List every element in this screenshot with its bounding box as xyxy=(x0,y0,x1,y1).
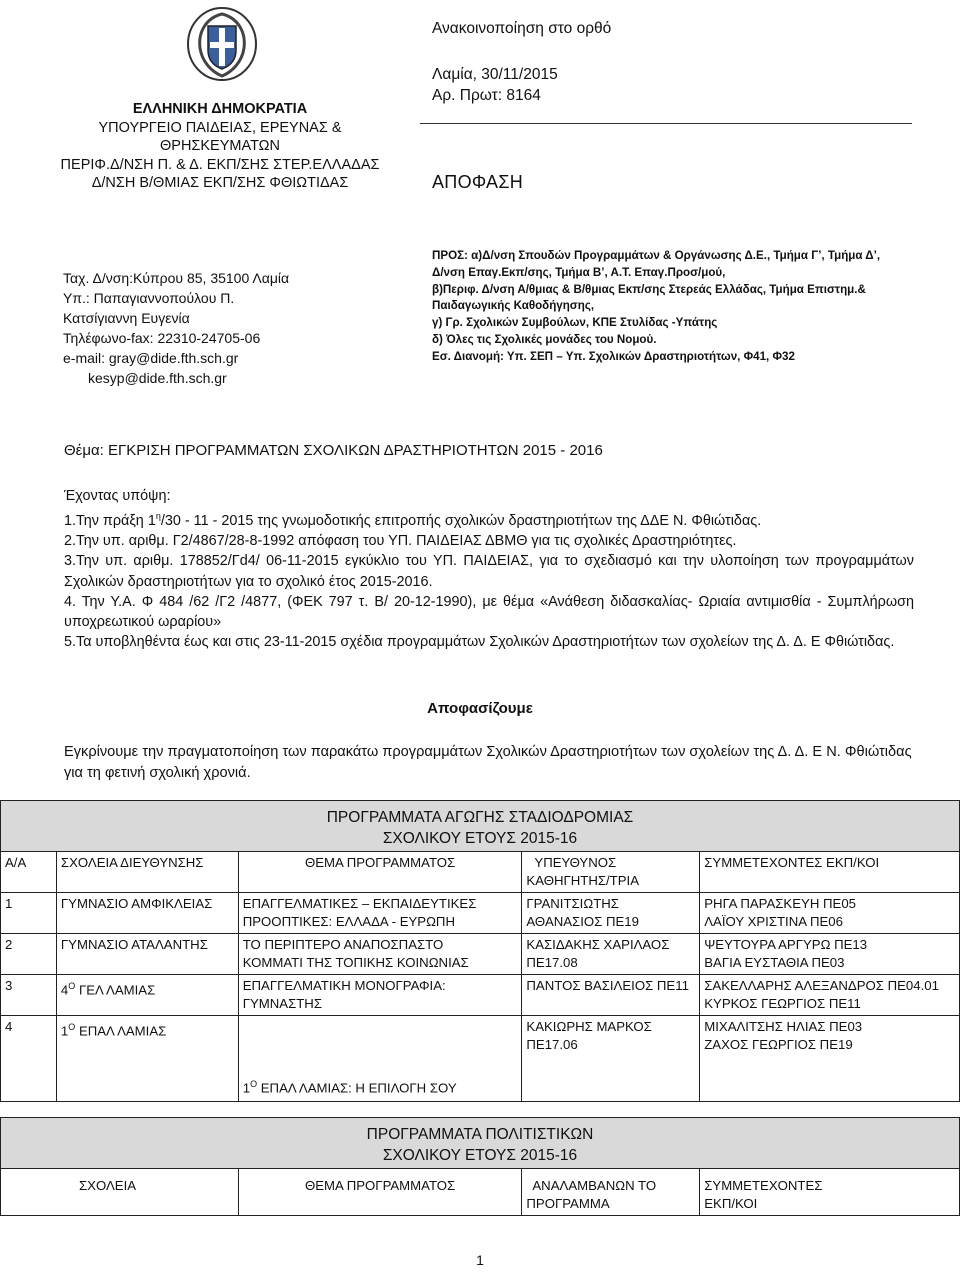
table-header-row xyxy=(1,852,960,893)
consideration-item: 2.Την υπ. αριθμ. Γ2/4867/28-8-1992 απόφαση του ΥΠ. ΠΑΙΔΕΙΑΣ ΔΒΜΘ για τις σχολικές Δραστηριότητες. xyxy=(64,533,737,550)
info-person-2: Κατσίγιαννη Ευγενία xyxy=(63,310,190,326)
row-number: 4 xyxy=(1,1016,57,1102)
consideration-item: 4. Την Υ.Α. Φ 484 /62 /Γ2 /4877, (ΦΕΚ 797 τ. Β/ 20-12-1990), με θέμα «Ανάθεση διδασκαλίας- Ωριαία αντιμισθία - Συμπλήρωση υποχρεωτικού ωραρίου» xyxy=(64,593,914,631)
issuer-line: ΥΠΟΥΡΓΕΙΟ ΠΑΙΔΕΙΑΣ, ΕΡΕΥΝΑΣ & xyxy=(98,119,342,136)
subject-line: Θέμα: ΕΓΚΡΙΣΗ ΠΡΟΓΡΑΜΜΑΤΩΝ ΣΧΟΛΙΚΩΝ ΔΡΑΣΤΗΡΙΟΤΗΤΩΝ 2015 - 2016 xyxy=(64,442,603,459)
career-programs-table xyxy=(0,800,960,1102)
approval-text: Εγκρίνουμε την πραγματοποίηση των παρακάτω προγραμμάτων Σχολικών Δραστηριοτήτων των σχολείων της Δ. Δ. Ε Ν. Φθιώτιδας για τη φετινή σχολική χρονιά. xyxy=(64,744,912,781)
consideration-item: 3.Την υπ. αριθμ. 178852/Γd4/ 06-11-2015 εγκύκλιο του ΥΠ. ΠΑΙΔΕΙΑΣ, για το σχεδιασμό και την υλοποίηση των προγραμμάτων Σχολικών δραστηριοτήτων για το σχολικό έτος 2015-2016. xyxy=(64,553,914,590)
issuer-block xyxy=(40,100,400,193)
teacher-cell: ΠΑΝΤΟΣ ΒΑΣΙΛΕΙΟΣ ΠΕ11 xyxy=(522,975,700,1016)
participants-cell: ΨΕΥΤΟΥΡΑ ΑΡΓΥΡΩ ΠΕ13 ΒΑΓΙΑ ΕΥΣΤΑΘΙΑ ΠΕ03 xyxy=(700,934,960,975)
recipient-line: γ) Γρ. Σχολικών Συμβούλων, ΚΠΕ Στυλίδας -Υπάτης xyxy=(432,316,718,330)
place-date: Λαμία, 30/11/2015 xyxy=(432,66,558,83)
phone: Τηλέφωνο-fax: 22310-24705-06 xyxy=(63,330,261,346)
issuer-line: ΕΛΛΗΝΙΚΗ ΔΗΜΟΚΡΑΤΙΑ xyxy=(132,101,308,117)
school-cell: ΓΥΜΝΑΣΙΟ ΑΤΑΛΑΝΤΗΣ xyxy=(56,934,238,975)
header-divider xyxy=(420,123,912,124)
address: Ταχ. Δ/νση:Κύπρου 85, 35100 Λαμία xyxy=(63,270,290,286)
row-number: 1 xyxy=(1,893,57,934)
header-cell: ΘΕΜΑ ΠΡΟΓΡΑΜΜΑΤΟΣ xyxy=(238,1169,522,1216)
theme-cell: $1^O$ ΕΠΑΛ ΛΑΜΙΑΣ: Η ΕΠΙΛΟΓΗ ΣΟΥ xyxy=(238,1016,522,1102)
contact-block xyxy=(63,268,393,388)
table-title: ΠΡΟΓΡΑΜΜΑΤΑ ΑΓΩΓΗΣ ΣΤΑΔΙΟΔΡΟΜΙΑΣ ΣΧΟΛΙΚΟΥ ΕΤΟΥΣ 2015-16 xyxy=(1,801,960,852)
decision-title: ΑΠΟΦΑΣΗ xyxy=(432,172,524,192)
issuer-line: ΘΡΗΣΚΕΥΜΑΤΩΝ xyxy=(160,138,280,154)
recipient-line: β)Περιφ. Δ/νση Α/θμιας & Β/θμιας Εκπ/σης Στερεάς Ελλάδας, Τμήμα Επιστημ.& xyxy=(432,282,866,296)
table-row xyxy=(1,1016,960,1102)
recipient-line: δ) Όλες τις Σχολικές μονάδες του Νομού. xyxy=(432,332,657,346)
decision-heading: Αποφασίζουμε xyxy=(427,700,533,717)
consideration-item: 5.Τα υποβληθέντα έως και στις 23-11-2015 σχέδια προγραμμάτων Σχολικών Δραστηριοτήτων των σχολείων της Δ. Δ. Ε Φθιώτιδας. xyxy=(64,634,895,651)
header-cell: Α/Α xyxy=(1,852,57,893)
considerations-intro: Έχοντας υπόψη: xyxy=(64,488,171,504)
recipient-line: Εσ. Διανομή: Υπ. ΣΕΠ – Υπ. Σχολικών Δραστηριοτήτων, Φ41, Φ32 xyxy=(432,349,795,363)
teacher-cell: ΚΑΣΙΔΑΚΗΣ ΧΑΡΙΛΑΟΣ ΠΕ17.08 xyxy=(522,934,700,975)
participants-cell: ΣΑΚΕΛΛΑΡΗΣ ΑΛΕΞΑΝΔΡΟΣ ΠΕ04.01 ΚΥΡΚΟΣ ΓΕΩΡΓΙΟΣ ΠΕ11 xyxy=(700,975,960,1016)
theme-cell: ΤΟ ΠΕΡΙΠΤΕΡΟ ΑΝΑΠΟΣΠΑΣΤΟ ΚΟΜΜΑΤΙ ΤΗΣ ΤΟΠΙΚΗΣ ΚΟΙΝΩΝΙΑΣ xyxy=(238,934,522,975)
school-cell: $4^O$ ΓΕΛ ΛΑΜΙΑΣ xyxy=(56,975,238,1016)
theme-cell: ΕΠΑΓΓΕΛΜΑΤΙΚΗ ΜΟΝΟΓΡΑΦΙΑ: ΓΥΜΝΑΣΤΗΣ xyxy=(238,975,522,1016)
row-number: 3 xyxy=(1,975,57,1016)
issuer-line: ΠΕΡΙΦ.Δ/ΝΣΗ Π. & Δ. ΕΚΠ/ΣΗΣ ΣΤΕΡ.ΕΛΛΑΔΑΣ xyxy=(60,156,380,173)
header-cell: ΣΥΜΜΕΤΕΧΟΝΤΕΣ ΕΚΠ/ΚΟΙ xyxy=(700,852,960,893)
email: e-mail: gray@dide.fth.sch.gr xyxy=(63,350,239,366)
issuer-line: Δ/ΝΣΗ Β/ΘΜΙΑΣ ΕΚΠ/ΣΗΣ ΦΘΙΩΤΙΔΑΣ xyxy=(91,175,349,191)
row-number: 2 xyxy=(1,934,57,975)
table-header-row xyxy=(1,1169,960,1216)
table-row xyxy=(1,975,960,1016)
header-cell: ΘΕΜΑ ΠΡΟΓΡΑΜΜΑΤΟΣ xyxy=(238,852,522,893)
participants-cell: ΜΙΧΑΛΙΤΣΗΣ ΗΛΙΑΣ ΠΕ03 ΖΑΧΟΣ ΓΕΩΡΓΙΟΣ ΠΕ19 xyxy=(700,1016,960,1102)
theme-cell: ΕΠΑΓΓΕΛΜΑΤΙΚΕΣ – ΕΚΠΑΙΔΕΥΤΙΚΕΣ ΠΡΟΟΠΤΙΚΕΣ: ΕΛΛΑΔΑ - ΕΥΡΩΠΗ xyxy=(238,893,522,934)
consideration-item: 1.Την πράξη $1^\eta/30 - 11 - 2015$ της γνωμοδοτικής επιτροπής σχολικών δραστηριοτήτων της ΔΔΕ Ν. Φθιώτιδας. xyxy=(64,511,762,529)
coat-of-arms-emblem xyxy=(186,6,258,82)
header-cell: ΑΝΑΛΑΜΒΑΝΩΝ ΤΟ ΠΡΟΓΡΑΜΜΑ xyxy=(522,1169,700,1216)
protocol-number: Αρ. Πρωτ: 8164 xyxy=(432,87,541,104)
table-row xyxy=(1,934,960,975)
recipient-line: ΠΡΟΣ: α)Δ/νση Σπουδών Προγραμμάτων & Οργάνωσης Δ.Ε., Τμήμα Γ’, Τμήμα Δ’, xyxy=(432,249,881,262)
teacher-cell: ΓΡΑΝΙΤΣΙΩΤΗΣ ΑΘΑΝΑΣΙΟΣ ΠΕ19 xyxy=(522,893,700,934)
header-cell: ΣΧΟΛΕΙΑ xyxy=(1,1169,239,1216)
school-cell: ΓΥΜΝΑΣΙΟ ΑΜΦΙΚΛΕΙΑΣ xyxy=(56,893,238,934)
header-cell: ΥΠΕΥΘΥΝΟΣ ΚΑΘΗΓΗΤΗΣ/ΤΡΙΑ xyxy=(522,852,700,893)
header-cell: ΣΧΟΛΕΙΑ ΔΙΕΥΘΥΝΣΗΣ xyxy=(56,852,238,893)
notice-label: Ανακοινοποίηση στο ορθό xyxy=(432,20,612,37)
cultural-programs-table xyxy=(0,1117,960,1216)
recipient-line: Παιδαγωγικής Καθοδήγησης, xyxy=(432,299,595,313)
table-row xyxy=(1,893,960,934)
school-cell: $1^O$ ΕΠΑΛ ΛΑΜΙΑΣ xyxy=(56,1016,238,1102)
teacher-cell: ΚΑΚΙΩΡΗΣ ΜΑΡΚΟΣ ΠΕ17.06 xyxy=(522,1016,700,1102)
recipient-line: Δ/νση Επαγ.Εκπ/σης, Τμήμα Β’, Α.Τ. Επαγ.Προσ/μού, xyxy=(432,265,726,279)
table-title: ΠΡΟΓΡΑΜΜΑΤΑ ΠΟΛΙΤΙΣΤΙΚΩΝ ΣΧΟΛΙΚΟΥ ΕΤΟΥΣ 2015-16 xyxy=(1,1118,960,1169)
considerations xyxy=(64,486,914,652)
participants-cell: ΡΗΓΑ ΠΑΡΑΣΚΕΥΗ ΠΕ05 ΛΑΪΟΥ ΧΡΙΣΤΙΝΑ ΠΕ06 xyxy=(700,893,960,934)
recipients-block xyxy=(432,248,912,366)
info-person: Υπ.: Παπαγιαννοπούλου Π. xyxy=(63,290,235,306)
email-2: kesyp@dide.fth.sch.gr xyxy=(88,370,227,386)
header-cell: ΣΥΜΜΕΤΕΧΟΝΤΕΣ ΕΚΠ/ΚΟΙ xyxy=(700,1169,960,1216)
page-number: 1 xyxy=(476,1252,484,1268)
